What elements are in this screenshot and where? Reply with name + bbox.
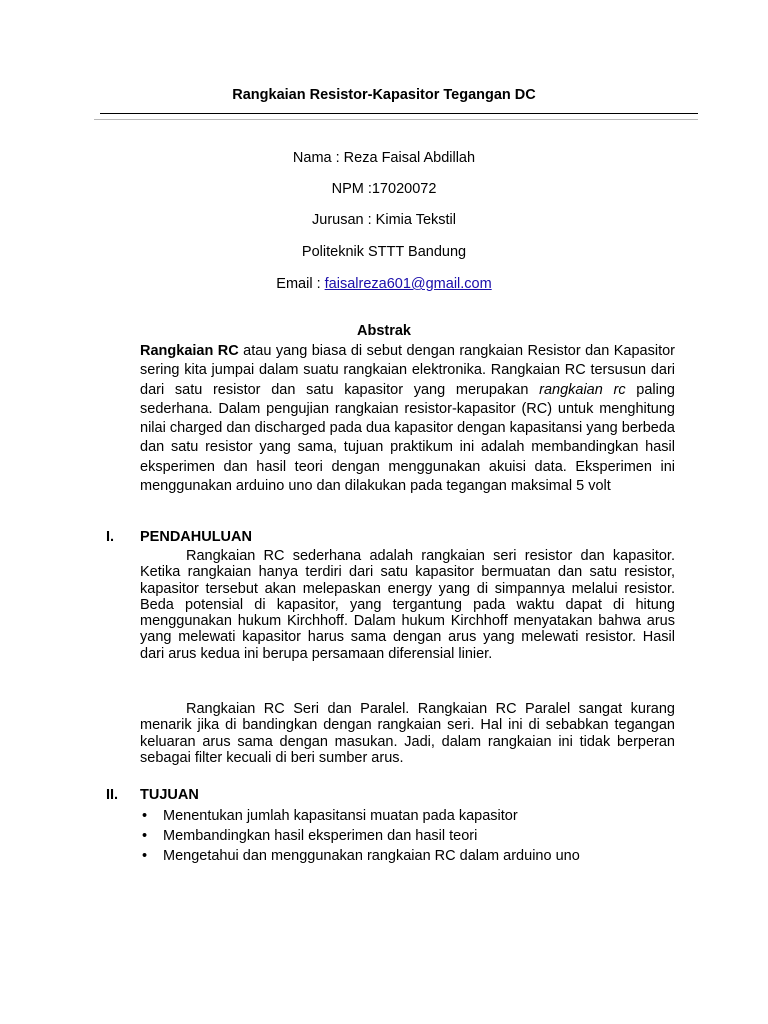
paper-title: Rangkaian Resistor-Kapasitor Tegangan DC: [232, 87, 536, 103]
goal-text: Menentukan jumlah kapasitansi muatan pada kapasitor: [163, 808, 518, 824]
section-2-number: II.: [106, 787, 119, 803]
goals-list: [140, 806, 580, 866]
list-item: [140, 826, 580, 846]
section-1-title: PENDAHULUAN: [140, 529, 252, 545]
author-npm: NPM :17020072: [331, 181, 437, 197]
author-jurusan: Jurusan : Kimia Tekstil: [312, 212, 456, 228]
section-2-title: TUJUAN: [140, 787, 199, 803]
author-email-line: [0, 276, 768, 292]
bullet-icon: •: [142, 808, 148, 824]
abstract-heading: Abstrak: [357, 323, 411, 339]
abstract-lead: Rangkaian RC: [140, 343, 239, 359]
abstract-italic: rangkaian rc: [539, 381, 626, 398]
list-item: [140, 806, 580, 826]
goal-text: Membandingkan hasil eksperimen dan hasil teori: [163, 828, 478, 844]
author-institution: Politeknik STTT Bandung: [301, 244, 467, 260]
email-label: Email :: [276, 276, 325, 292]
goal-text: Mengetahui dan menggunakan rangkaian RC dalam arduino uno: [163, 848, 580, 864]
email-link[interactable]: faisalreza601@gmail.com: [324, 276, 492, 292]
abstract-text-1: atau yang biasa di sebut dengan rangkaian Resistor dan Kapasitor sering kita jumpai dalam suatu rangkaian elektronika. Rangkaian RC tersusun dari dari satu resistor dan satu kapasitor yang merupakan: [140, 343, 675, 398]
bullet-icon: •: [142, 848, 148, 864]
section-1-paragraph-2: Rangkaian RC Seri dan Paralel. Rangkaian RC Paralel sangat kurang menarik jika di bandingkan dengan rangkaian seri. Hal ini di sebabkan tegangan keluaran arus sama dengan masukan. Jadi, dalam rangkaian ini tidak berperan sebagai filter kecuali di beri sumber arus.: [140, 701, 675, 766]
title-rule: [100, 113, 698, 114]
title-rule-shadow: [94, 119, 698, 120]
bullet-icon: •: [142, 828, 148, 844]
author-name: Nama : Reza Faisal Abdillah: [292, 150, 476, 166]
abstract-body: [140, 342, 675, 496]
section-1-number: I.: [106, 529, 115, 545]
section-1-paragraph-1: Rangkaian RC sederhana adalah rangkaian seri resistor dan kapasitor. Ketika rangkaian hanya terdiri dari satu kapasitor bermuatan dan satu resistor, kapasitor tersebut akan melepaskan energy yang di simpannya melalui resistor. Beda potensial di kapasitor, yang tergantung pada waktu dapat di hitung menggunakan hukum Kirchhoff. Dalam hukum Kirchhoff menyatakan bahwa arus yang melewati kapasitor harus sama dengan arus yang melewati resistor. Hasil dari arus kedua ini berupa persamaan diferensial linier.: [140, 548, 675, 662]
abstract-text-2: paling sederhana. Dalam pengujian rangkaian resistor-kapasitor (RC) untuk menghitung nilai charged dan discharged pada dua kapasitor dengan kapasitansi yang berbeda dan satu resistor yang sama, tujuan praktikum ini adalah membandingkan hasil eksperimen dan hasil teori dengan menggunakan akuisi data. Eksperimen ini menggunakan arduino uno dan dilakukan pada tegangan maksimal 5 volt: [140, 381, 675, 495]
list-item: [140, 846, 580, 866]
